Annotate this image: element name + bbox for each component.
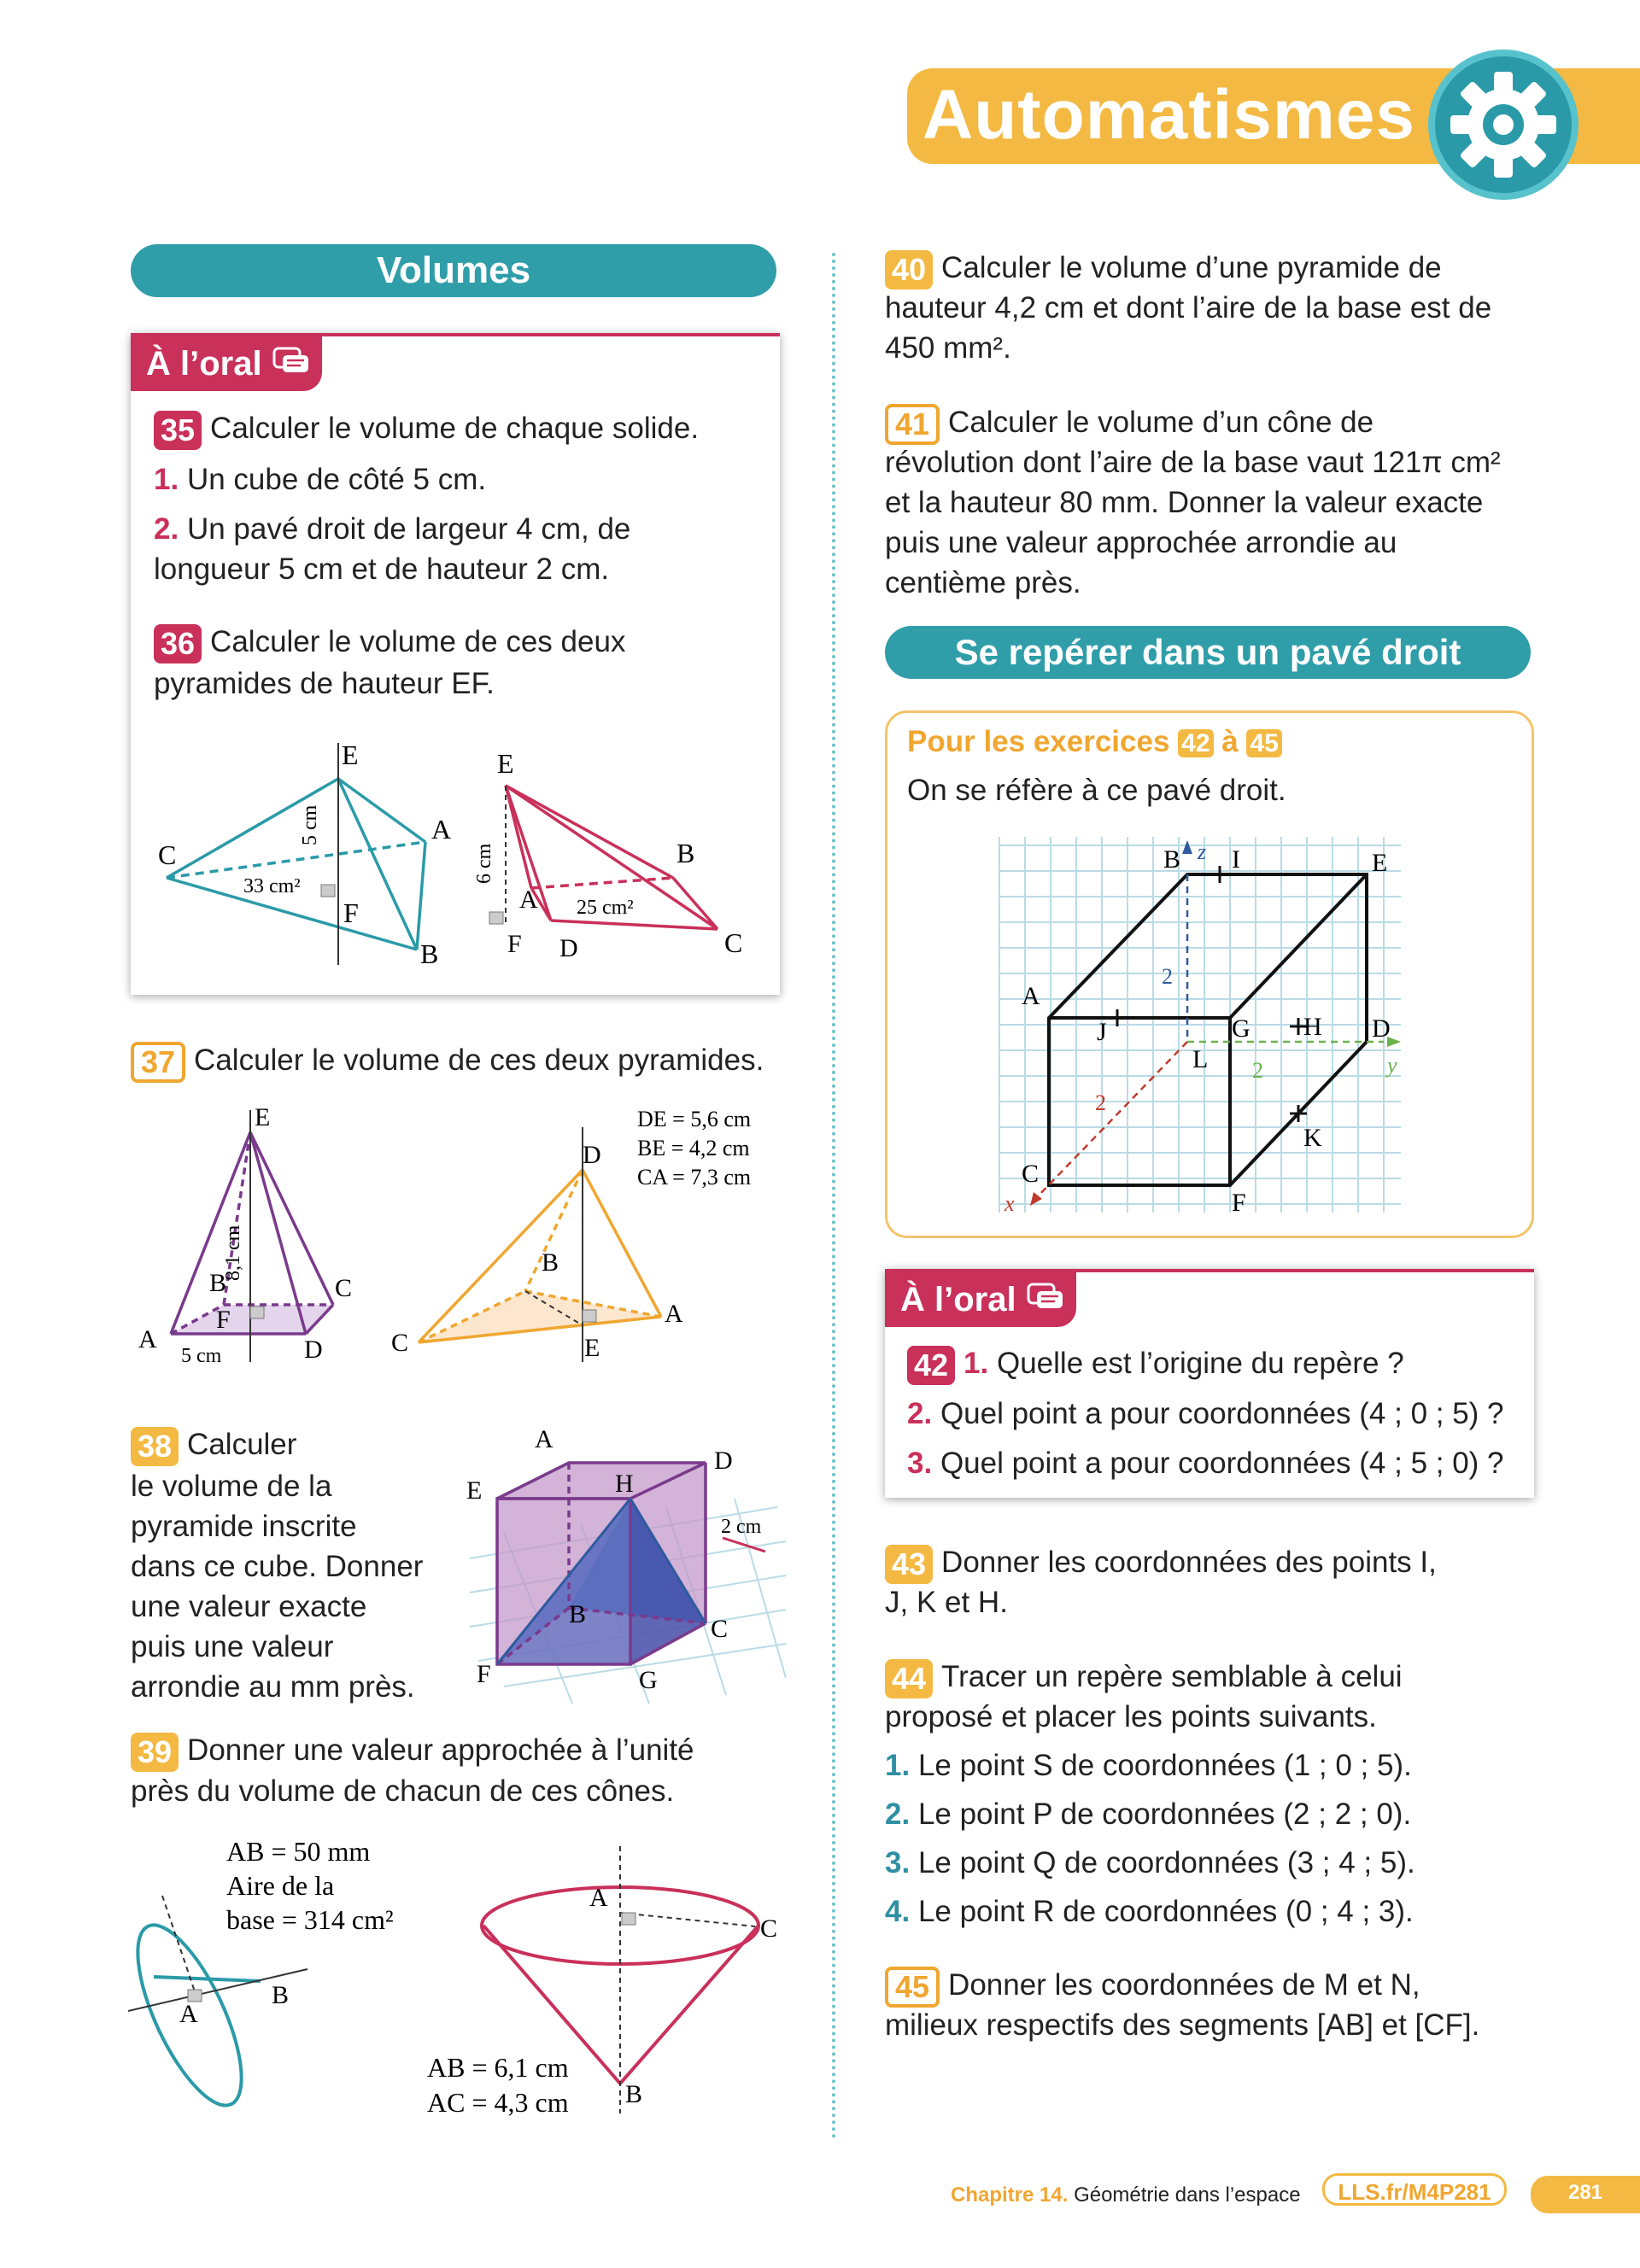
section-volumes: Volumes	[131, 244, 776, 297]
svg-text:H: H	[615, 1470, 634, 1498]
svg-text:z: z	[1198, 839, 1207, 864]
svg-text:x: x	[1004, 1191, 1015, 1216]
svg-text:E: E	[497, 748, 514, 779]
reference-title: Pour les exercices 42 à 45	[907, 722, 1282, 763]
svg-text:E: E	[466, 1476, 483, 1505]
exercise-35: 35 Calculer le volume de chaque solide.	[154, 408, 699, 450]
svg-text:8,1 cm: 8,1 cm	[222, 1225, 244, 1281]
svg-text:5 cm: 5 cm	[181, 1345, 222, 1367]
svg-text:C: C	[391, 1329, 409, 1357]
svg-text:C: C	[335, 1274, 353, 1302]
svg-text:CA = 7,3 cm: CA = 7,3 cm	[637, 1165, 752, 1190]
svg-text:Aire de la: Aire de la	[226, 1870, 335, 1901]
svg-text:2: 2	[1095, 1090, 1106, 1115]
svg-text:B: B	[625, 2080, 643, 2108]
svg-text:base = 314 cm²: base = 314 cm²	[226, 1904, 394, 1935]
svg-text:I: I	[1232, 845, 1240, 874]
footer-link[interactable]: LLS.fr/M4P281	[1322, 2173, 1507, 2206]
figure-38-cube	[453, 1422, 794, 1712]
svg-text:F: F	[507, 930, 522, 958]
exercise-41: 41 Calculer le volume d’un cône de	[885, 402, 1374, 445]
exercise-36: 36 Calculer le volume de ces deux	[154, 622, 625, 663]
exercise-38: 38 Calculer le volume de la pyramide inscrite dans ce cube. Donner une valeur exacte puis une valeur arrondie au mm près.	[131, 1428, 424, 1704]
svg-text:B: B	[272, 1981, 290, 2009]
gear-icon	[1428, 50, 1578, 200]
figure-pave	[991, 828, 1409, 1221]
svg-text:2: 2	[1252, 1058, 1263, 1083]
page-number: 281	[1531, 2176, 1640, 2213]
svg-text:A: A	[589, 1884, 608, 1912]
svg-text:AB = 50 mm: AB = 50 mm	[226, 1836, 371, 1867]
svg-text:A: A	[179, 2000, 198, 2028]
svg-text:C: C	[724, 927, 743, 958]
svg-text:B: B	[1163, 845, 1181, 874]
svg-text:E: E	[1372, 849, 1388, 877]
svg-text:G: G	[639, 1666, 658, 1694]
svg-text:A: A	[665, 1300, 683, 1328]
section-pave: Se repérer dans un pavé droit	[885, 626, 1531, 679]
svg-text:E: E	[342, 739, 359, 770]
svg-text:A: A	[138, 1325, 157, 1353]
svg-text:G: G	[1232, 1014, 1250, 1043]
exercise-45: 45 Donner les coordonnées de M et N,	[885, 1965, 1420, 2008]
oral-box-right: À l’oral	[885, 1269, 1534, 1498]
exercise-43: 43 Donner les coordonnées des points I,	[885, 1542, 1437, 1584]
column-divider	[832, 253, 835, 2140]
speech-bubble-icon	[272, 347, 310, 379]
svg-text:D: D	[304, 1336, 323, 1364]
svg-text:33 cm²: 33 cm²	[243, 875, 301, 897]
exercise-39: 39 Donner une valeur approchée à l’unité	[131, 1730, 694, 1772]
figure-39	[128, 1827, 794, 2122]
svg-text:B: B	[420, 938, 439, 969]
svg-text:K: K	[1303, 1124, 1322, 1152]
svg-text:E: E	[255, 1103, 271, 1131]
svg-text:D: D	[1372, 1014, 1391, 1043]
svg-text:DE = 5,6 cm: DE = 5,6 cm	[637, 1107, 752, 1131]
svg-text:AB = 6,1 cm: AB = 6,1 cm	[427, 2052, 569, 2083]
svg-text:A: A	[1022, 982, 1040, 1010]
svg-text:F: F	[216, 1306, 231, 1334]
svg-text:C: C	[760, 1914, 778, 1943]
svg-text:H: H	[1303, 1013, 1322, 1041]
figure-36	[145, 734, 777, 991]
exercise-42: 42 1. Quelle est l’origine du repère ?	[907, 1343, 1404, 1385]
svg-text:E: E	[584, 1334, 600, 1362]
svg-text:25 cm²: 25 cm²	[577, 897, 634, 919]
svg-text:J: J	[1097, 1018, 1107, 1046]
svg-text:BE = 4,2 cm: BE = 4,2 cm	[637, 1136, 750, 1160]
svg-text:B: B	[569, 1600, 587, 1628]
svg-text:A: A	[519, 886, 538, 914]
svg-text:C: C	[158, 839, 177, 870]
exercise-44: 44 Tracer un repère semblable à celui	[885, 1657, 1403, 1698]
svg-text:AC = 4,3 cm: AC = 4,3 cm	[427, 2087, 569, 2118]
svg-text:D: D	[714, 1447, 733, 1475]
exercise-37: 37 Calculer le volume de ces deux pyramides.	[131, 1040, 764, 1083]
speech-bubble-icon	[1027, 1283, 1064, 1315]
svg-text:2 cm: 2 cm	[721, 1516, 762, 1538]
footer-chapter: Chapitre 14. Géométrie dans l’espace	[951, 2183, 1301, 2207]
svg-text:F: F	[343, 897, 359, 928]
svg-text:B: B	[542, 1248, 559, 1277]
svg-text:C: C	[711, 1615, 729, 1643]
exercise-40: 40 Calculer le volume d’une pyramide de	[885, 248, 1442, 289]
svg-text:y: y	[1387, 1053, 1397, 1078]
svg-text:B: B	[209, 1269, 227, 1297]
svg-text:F: F	[477, 1660, 491, 1688]
page-title: Automatismes	[922, 76, 1416, 154]
svg-text:6 cm: 6 cm	[473, 843, 495, 884]
oral-tab: À l’oral	[131, 336, 322, 391]
svg-text:F: F	[1232, 1189, 1246, 1217]
svg-text:C: C	[1022, 1160, 1040, 1188]
figure-37	[128, 1102, 794, 1375]
svg-text:B: B	[676, 838, 695, 868]
svg-text:5 cm: 5 cm	[299, 804, 321, 845]
svg-text:D: D	[559, 934, 578, 962]
svg-text:A: A	[535, 1425, 554, 1453]
svg-text:D: D	[583, 1141, 601, 1169]
svg-text:L: L	[1192, 1045, 1209, 1073]
svg-text:A: A	[431, 814, 452, 845]
svg-text:2: 2	[1162, 964, 1173, 989]
